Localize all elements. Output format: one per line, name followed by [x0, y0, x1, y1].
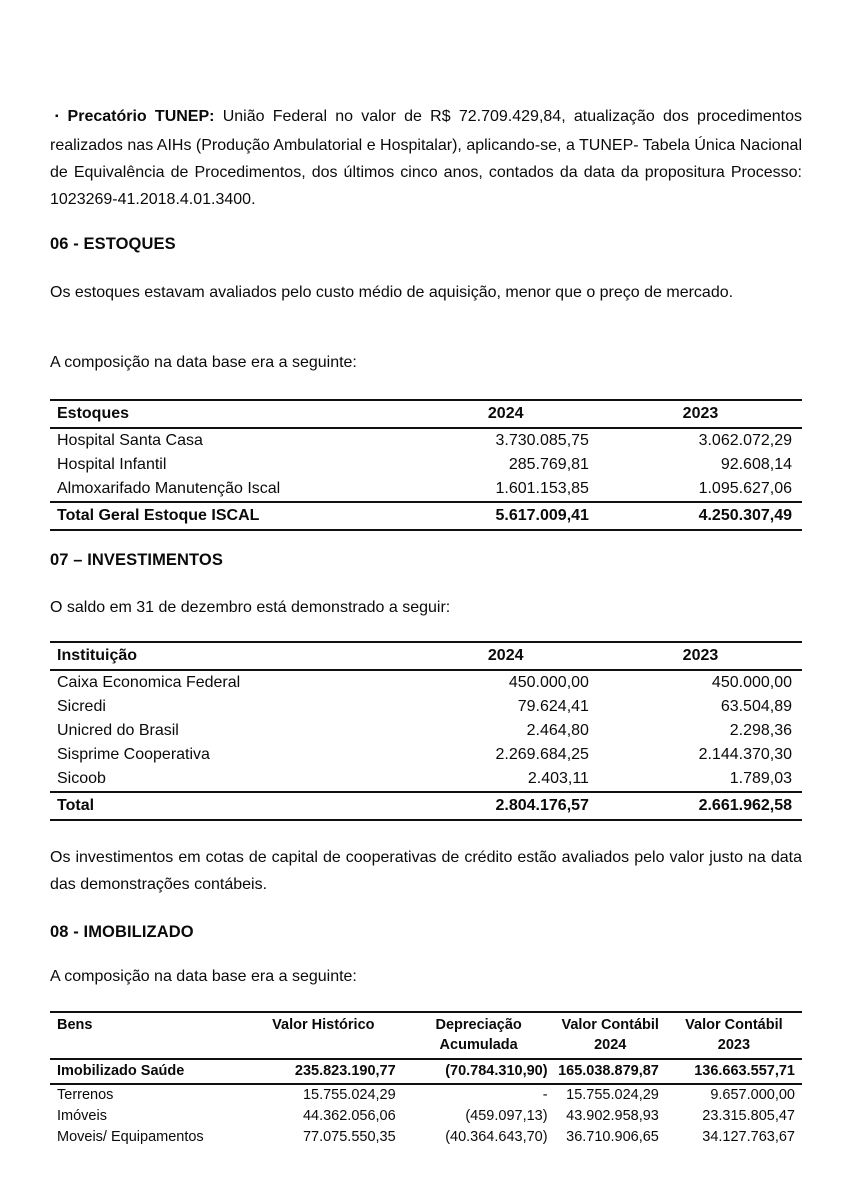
cell-label: Hospital Santa Casa: [57, 432, 203, 449]
estoques-table: [50, 399, 802, 531]
table-row: [50, 767, 802, 792]
header-line1: Depreciação: [435, 1017, 522, 1033]
cell-contabil-2023: 136.663.557,71: [666, 1059, 802, 1084]
estoques-intro: A composição na data base era a seguinte:: [50, 354, 357, 371]
column-header: [403, 1012, 555, 1059]
cell-contabil-2024: 165.038.879,87: [555, 1059, 666, 1084]
table-total-row: [50, 502, 802, 530]
cell-valor-historico: 15.755.024,29: [302, 1087, 396, 1103]
cell-total-label: Total: [50, 792, 412, 820]
table-row: [50, 477, 802, 502]
cell-depreciacao: (459.097,13): [465, 1108, 548, 1124]
table-row: [50, 695, 802, 719]
column-header: 2023: [599, 400, 802, 428]
section-heading-investimentos: 07 – INVESTIMENTOS: [50, 551, 223, 569]
cell-value-2024: 2.403,11: [527, 770, 589, 787]
cell-value-2023: 92.608,14: [720, 456, 792, 473]
cell-value-2024: 1.601.153,85: [495, 480, 589, 497]
table-row: [50, 428, 802, 453]
cell-label: Imóveis: [57, 1108, 107, 1124]
column-header: 2023: [599, 642, 802, 670]
cell-value-2023: 3.062.072,29: [698, 432, 792, 449]
investimentos-table-wrapper: [50, 641, 802, 821]
table-row: [50, 743, 802, 767]
header-line1: Valor Contábil: [561, 1017, 659, 1033]
cell-label: Caixa Economica Federal: [57, 674, 241, 691]
cell-total-label: Total Geral Estoque ISCAL: [50, 502, 412, 530]
column-header: 2024: [412, 642, 598, 670]
table-row: [50, 453, 802, 477]
cell-label: Almoxarifado Manutenção Iscal: [57, 480, 281, 497]
cell-total-2023: 2.661.962,58: [599, 792, 802, 820]
header-line1: Bens: [57, 1017, 93, 1033]
cell-value-2024: 2.464,80: [526, 722, 589, 739]
cell-total-2024: 2.804.176,57: [412, 792, 598, 820]
table-header-row: [50, 400, 802, 428]
precatorio-body: União Federal no valor de R$ 72.709.429,84, atualização dos procedimentos realizados nas AIHs (Produção Ambulatorial e Hospitalar), aplicando-se, a TUNEP- Tabela Única Nacional de Equivalência de Procedimentos, dos últimos cinco anos, contados da data da propositura Processo: 1023269-41.2018.4.01.3400.: [50, 108, 803, 208]
cell-label: Terrenos: [57, 1087, 114, 1103]
estoques-table-wrapper: [50, 399, 802, 531]
cell-value-2023: 63.504,89: [720, 698, 792, 715]
column-header: [666, 1012, 802, 1059]
cell-label: Unicred do Brasil: [57, 722, 179, 739]
precatorio-lead: Precatório TUNEP:: [67, 108, 215, 125]
imobilizado-table: [50, 1011, 802, 1148]
cell-label: Imobilizado Saúde: [50, 1059, 244, 1084]
cell-value-2024: 450.000,00: [508, 674, 589, 691]
cell-depreciacao: (40.364.643,70): [445, 1129, 548, 1145]
cell-value-2024: 3.730.085,75: [495, 432, 589, 449]
imobilizado-table-wrapper: [50, 1011, 802, 1148]
cell-label: Hospital Infantil: [57, 456, 167, 473]
cell-valor-historico: 44.362.056,06: [302, 1108, 396, 1124]
cell-total-2023: 4.250.307,49: [599, 502, 802, 530]
section-heading-estoques: 06 - ESTOQUES: [50, 235, 176, 253]
header-line2: 2024: [594, 1037, 627, 1053]
column-header: 2024: [412, 400, 598, 428]
cell-value-2024: 79.624,41: [517, 698, 589, 715]
cell-total-2024: 5.617.009,41: [412, 502, 598, 530]
table-header-row: [50, 1012, 802, 1059]
cell-valor-historico: 77.075.550,35: [302, 1129, 396, 1145]
table-row: [50, 1127, 802, 1148]
cell-contabil-2024: 43.902.958,93: [566, 1108, 659, 1124]
cell-depreciacao: -: [542, 1087, 548, 1103]
table-total-row: [50, 792, 802, 820]
table-row: [50, 670, 802, 695]
cell-contabil-2023: 9.657.000,00: [710, 1087, 795, 1103]
investimentos-intro: O saldo em 31 de dezembro está demonstrado a seguir:: [50, 599, 451, 616]
column-header: [555, 1012, 666, 1059]
cell-contabil-2024: 15.755.024,29: [566, 1087, 659, 1103]
section-heading-imobilizado: 08 - IMOBILIZADO: [50, 923, 194, 941]
table-row: [50, 1106, 802, 1127]
cell-value-2023: 1.095.627,06: [698, 480, 792, 497]
column-header: Estoques: [50, 400, 412, 428]
cell-label: Sicoob: [57, 770, 106, 787]
precatorio-paragraph: [50, 103, 802, 213]
cell-valor-historico: 235.823.190,77: [244, 1059, 403, 1084]
table-row: [50, 719, 802, 743]
cell-label: Moveis/ Equipamentos: [57, 1129, 204, 1145]
cell-value-2023: 1.789,03: [729, 770, 792, 787]
cell-value-2023: 450.000,00: [711, 674, 792, 691]
imobilizado-intro: A composição na data base era a seguinte:: [50, 968, 357, 985]
cell-contabil-2023: 34.127.763,67: [702, 1129, 795, 1145]
cell-depreciacao: (70.784.310,90): [403, 1059, 555, 1084]
column-header: Instituição: [50, 642, 412, 670]
cell-value-2024: 2.269.684,25: [495, 746, 589, 763]
header-line1: Valor Contábil: [685, 1017, 783, 1033]
cell-value-2023: 2.144.370,30: [698, 746, 792, 763]
header-line2: 2023: [717, 1037, 751, 1053]
cell-contabil-2023: 23.315.805,47: [702, 1108, 795, 1124]
investimentos-note: Os investimentos em cotas de capital de cooperativas de crédito estão avaliados pelo valor justo na data das demonstrações contábeis.: [50, 849, 802, 893]
estoques-paragraph: Os estoques estavam avaliados pelo custo médio de aquisição, menor que o preço de mercado.: [50, 284, 734, 301]
cell-label: Sisprime Cooperativa: [57, 746, 210, 763]
bullet-square-icon: ▪: [55, 111, 59, 122]
table-row: [50, 1084, 802, 1106]
column-header: [50, 1012, 244, 1059]
table-header-row: [50, 642, 802, 670]
header-line1: Valor Histórico: [272, 1017, 375, 1033]
investimentos-table: [50, 641, 802, 821]
header-line2: Acumulada: [439, 1037, 518, 1053]
cell-contabil-2024: 36.710.906,65: [566, 1129, 659, 1145]
cell-label: Sicredi: [57, 698, 106, 715]
cell-value-2024: 285.769,81: [508, 456, 589, 473]
table-subtotal-row: [50, 1059, 802, 1084]
cell-value-2023: 2.298,36: [729, 722, 792, 739]
column-header: [244, 1012, 403, 1059]
